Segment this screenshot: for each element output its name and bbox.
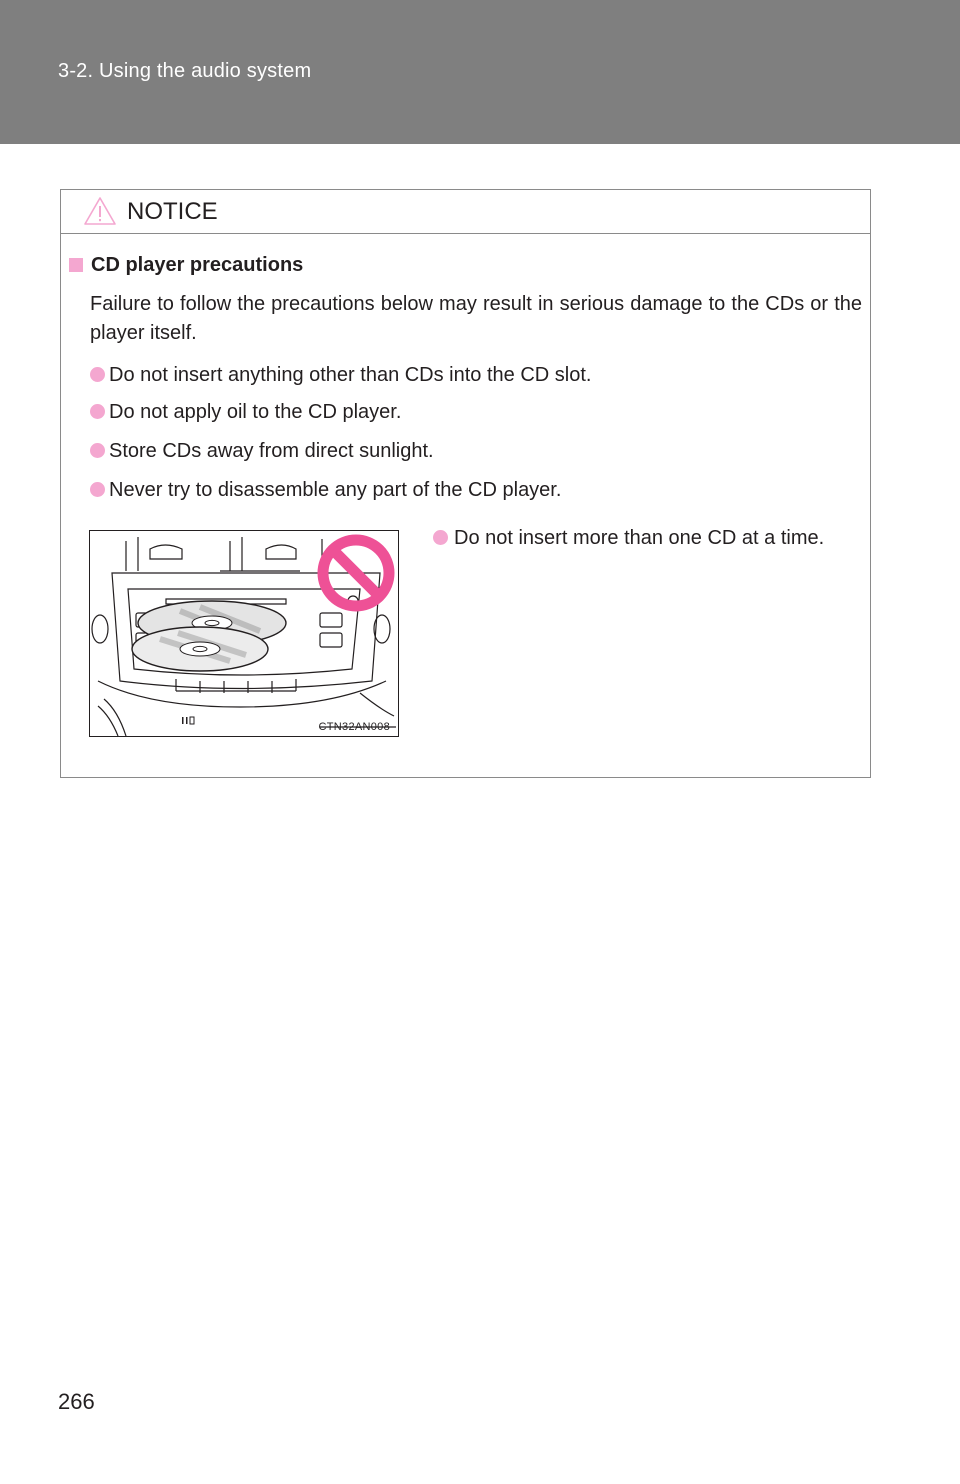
intro-paragraph: Failure to follow the precautions below may result in serious damage to the CDs or the player itself. bbox=[90, 293, 862, 344]
list-item: Do not insert anything other than CDs into the CD slot. bbox=[90, 361, 591, 389]
round-bullet-icon bbox=[90, 404, 105, 419]
square-bullet-icon bbox=[69, 258, 83, 272]
round-bullet-icon bbox=[90, 443, 105, 458]
list-item: Do not insert more than one CD at a time. bbox=[433, 524, 855, 553]
cd-player-illustration bbox=[89, 530, 399, 737]
notice-title: NOTICE bbox=[127, 198, 218, 225]
list-item: Never try to disassemble any part of the CD player. bbox=[90, 476, 561, 504]
list-item: Store CDs away from direct sunlight. bbox=[90, 437, 434, 465]
warning-triangle-icon bbox=[83, 196, 117, 226]
section-breadcrumb: 3-2. Using the audio system bbox=[58, 60, 312, 82]
round-bullet-icon bbox=[90, 482, 105, 497]
page-header bbox=[0, 0, 960, 144]
notice-header bbox=[61, 190, 870, 234]
notice-box bbox=[60, 189, 871, 778]
figure-code: CTN32AN008 bbox=[318, 721, 390, 733]
section-heading bbox=[69, 254, 303, 277]
round-bullet-icon bbox=[433, 530, 448, 545]
list-item: Do not apply oil to the CD player. bbox=[90, 398, 401, 426]
round-bullet-icon bbox=[90, 367, 105, 382]
section-heading-text: CD player precautions bbox=[91, 254, 304, 276]
cd-slot-drawing bbox=[90, 531, 398, 736]
page-number: 266 bbox=[58, 1389, 95, 1414]
